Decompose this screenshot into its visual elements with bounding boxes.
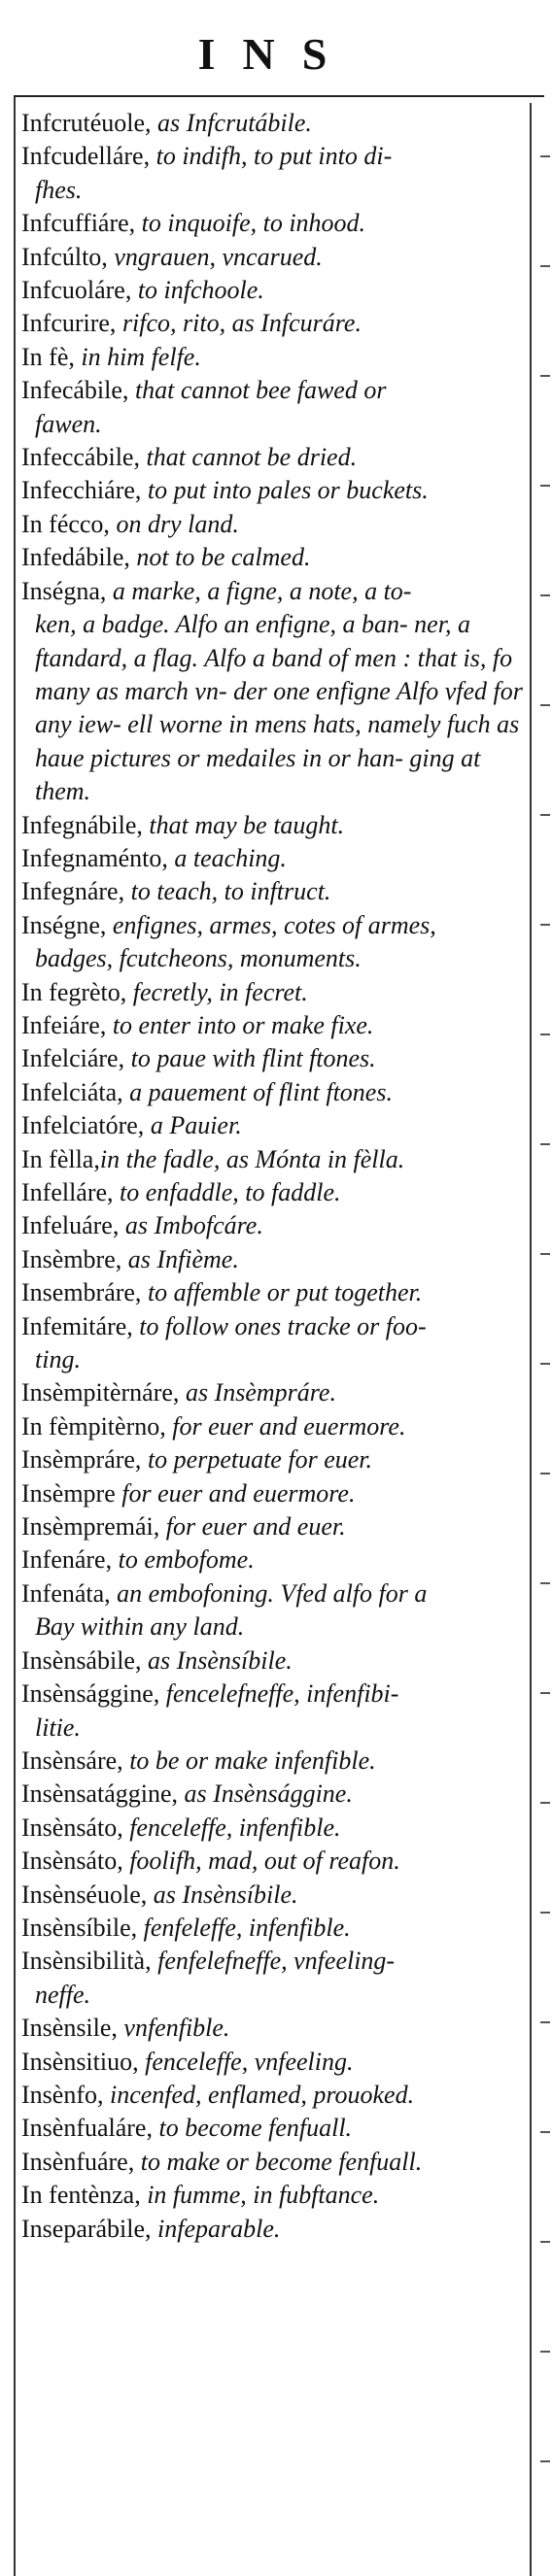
edge-tick: [540, 485, 550, 487]
entry-headword: Insènsáre,: [21, 1746, 123, 1775]
dictionary-entry: [21, 1209, 525, 1242]
dictionary-entry: [21, 1879, 525, 1912]
entry-definition: fencelefneffe, infenfibi-: [159, 1679, 399, 1709]
entry-definition: to indifh, to put into di-: [150, 142, 393, 171]
dictionary-entry: [21, 1009, 525, 1042]
entry-headword: Infenáta,: [21, 1578, 111, 1608]
entry-definition: vngrauen, vncarued.: [107, 242, 323, 271]
entry-headword: In fè,: [21, 342, 75, 371]
entry-definition: in him felfe.: [74, 342, 201, 371]
edge-tick: [540, 1253, 550, 1255]
entry-definition: that may be taught.: [142, 810, 345, 839]
dictionary-entry: [21, 1243, 525, 1276]
entry-definition-continued: Bay within any land.: [35, 1612, 245, 1642]
entry-headword: Insènsile,: [21, 2014, 118, 2043]
entry-definition: enfignes, armes, cotes of armes,: [106, 910, 436, 939]
entry-headword: In fentènza,: [21, 2181, 141, 2210]
entry-definition-continued: fawen.: [35, 409, 102, 438]
edge-tick: [540, 1034, 550, 1035]
entry-headword: Infeluáre,: [21, 1211, 120, 1240]
dictionary-entry: [21, 875, 525, 908]
column-rule-left: [14, 97, 16, 2576]
dictionary-entry: [21, 976, 525, 1009]
entry-definition: that cannot bee fawed or: [128, 376, 387, 405]
entry-definition: vnfenfible.: [117, 2014, 230, 2043]
entry-headword: Infcrutéuole,: [21, 109, 152, 137]
entry-headword: Infenáre,: [21, 1545, 113, 1575]
dictionary-entry: [21, 1376, 525, 1409]
entry-headword: Inségna,: [21, 576, 107, 605]
entry-headword: In fèlla,: [21, 1144, 100, 1173]
entry-headword: In fegrèto,: [21, 977, 127, 1006]
entry-definition: fenfelefneffe, vnfeeling-: [151, 1947, 396, 1976]
dictionary-entry: [21, 207, 525, 240]
edge-tick: [540, 1143, 550, 1145]
dictionary-entry: [21, 2146, 525, 2179]
entry-headword: Infcuffiáre,: [21, 209, 136, 238]
entry-headword: Insènsatággine,: [21, 1779, 179, 1809]
entry-headword: Insènsáto,: [21, 1847, 123, 1876]
edge-tick: [540, 594, 550, 596]
entry-headword: Insènfo,: [21, 2080, 104, 2109]
entry-definition: a Pauier.: [144, 1111, 242, 1140]
entry-definition: to enter into or make fixe.: [106, 1010, 374, 1039]
entry-definition: not to be calmed.: [129, 543, 311, 572]
entry-headword: Infecábile,: [21, 376, 129, 405]
entry-definition: to paue with flint ftones.: [124, 1044, 376, 1073]
entry-definition-continued: neffe.: [35, 1980, 91, 2009]
dictionary-entry: [21, 2213, 525, 2246]
entry-definition: to affemble or put together.: [141, 1278, 423, 1307]
dictionary-entry: [21, 1644, 525, 1678]
entry-definition: as Infcrutábile.: [151, 109, 312, 137]
dictionary-entry: [21, 1410, 525, 1443]
dictionary-entry: [21, 1812, 525, 1845]
entry-definition: to put into pales or buckets.: [141, 476, 429, 505]
entry-definition: a teaching.: [167, 843, 287, 872]
entry-headword: Infelciatóre,: [21, 1111, 145, 1140]
entry-definition: in fumme, in fubftance.: [140, 2181, 380, 2210]
entry-definition: fecretly, in fecret.: [126, 977, 308, 1006]
entry-headword: Insèmpre: [21, 1478, 116, 1508]
dictionary-entry: [21, 1310, 525, 1377]
edge-tick: [540, 704, 550, 706]
dictionary-entry: [21, 1678, 525, 1745]
dictionary-entry: [21, 1912, 525, 1945]
entry-headword: Infeiáre,: [21, 1010, 107, 1039]
dictionary-entry: [21, 909, 525, 976]
column-rule-right: [530, 103, 532, 2576]
entry-headword: Insènfualáre,: [21, 2114, 153, 2143]
running-head: INS: [197, 29, 355, 79]
entry-definition: to perpetuate for euer.: [141, 1445, 373, 1474]
dictionary-entry: [21, 809, 525, 842]
entry-headword: Insènfuáre,: [21, 2147, 135, 2176]
dictionary-entry: [21, 575, 525, 809]
entry-headword: Infelciáta,: [21, 1077, 123, 1106]
entry-definition-continued: fhes.: [35, 175, 83, 204]
dictionary-entry: [21, 241, 525, 274]
entry-definition: in the fadle, as Mónta in fèlla.: [99, 1144, 405, 1173]
entry-definition: as Insènsíbile.: [147, 1880, 298, 1909]
dictionary-entry: [21, 541, 525, 574]
dictionary-entry: [21, 1076, 525, 1109]
dictionary-entry: [21, 374, 525, 441]
entry-definition: to make or become fenfuall.: [134, 2147, 423, 2176]
dictionary-entry: [21, 2046, 525, 2079]
entry-definition: as Insènsággine.: [178, 1779, 353, 1809]
edge-tick: [540, 1582, 550, 1584]
dictionary-entry: [21, 441, 525, 474]
edge-tick: [540, 1802, 550, 1804]
dictionary-entry: [21, 1109, 525, 1142]
dictionary-entry: [21, 1276, 525, 1309]
dictionary-entry: [21, 140, 525, 207]
dictionary-entry: [21, 1845, 525, 1878]
dictionary-entry: [21, 107, 525, 140]
dictionary-entry: [21, 1577, 525, 1644]
entry-headword: Infegnábile,: [21, 810, 143, 839]
entry-definition: to be or make infenfible.: [122, 1746, 376, 1775]
entry-definition: infeparable.: [151, 2214, 281, 2243]
entry-definition: foolifh, mad, out of reafon.: [122, 1847, 400, 1876]
entry-definition: a pauement of flint ftones.: [122, 1077, 393, 1106]
dictionary-entry: [21, 474, 525, 507]
entry-headword: Insèmpitèrnáre,: [21, 1378, 180, 1407]
dictionary-entry: [21, 274, 525, 307]
entry-definition: as Infième.: [121, 1244, 239, 1273]
dictionary-entry: [21, 1945, 525, 2012]
entry-headword: Insènsábile,: [21, 1645, 142, 1675]
edge-tick: [540, 375, 550, 377]
dictionary-entry: [21, 2012, 525, 2045]
entry-definition: for euer and euer.: [159, 1512, 346, 1542]
entry-headword: Infelláre,: [21, 1178, 114, 1206]
entry-headword: Insèmpremái,: [21, 1512, 160, 1542]
edge-tick: [540, 924, 550, 926]
entry-headword: Insènsáto,: [21, 1813, 123, 1842]
entry-definition: to become fenfuall.: [152, 2114, 353, 2143]
entry-headword: Insènsibilità,: [21, 1947, 152, 1976]
dictionary-entry: [21, 1477, 525, 1510]
dictionary-entry: [21, 2179, 525, 2212]
dictionary-entry: [21, 1543, 525, 1576]
entry-definition: rifco, rito, as Infcuráre.: [116, 309, 362, 338]
dictionary-entry: [21, 1510, 525, 1543]
entry-definition: as Insènsíbile.: [141, 1645, 293, 1675]
dictionary-entry: [21, 1778, 525, 1811]
entry-definition-continued: litie.: [35, 1712, 81, 1742]
dictionary-entry: [21, 1042, 525, 1075]
entry-headword: Infeccábile,: [21, 443, 140, 472]
edge-tick: [540, 2131, 550, 2133]
dictionary-entry: [21, 1176, 525, 1209]
entry-definition: incenfed, enflamed, prouoked.: [103, 2080, 415, 2109]
header-rule: [14, 95, 544, 97]
entry-headword: Infecchiáre,: [21, 476, 142, 505]
entry-definition-continued: ting.: [35, 1345, 81, 1374]
entry-definition: for euer and euermore.: [115, 1478, 356, 1508]
entry-definition-continued: badges, fcutcheons, monuments.: [35, 944, 362, 973]
entry-definition-continued: ken, a badge. Alfo an enfigne, a ban- ner, a ftandard, a flag. Alfo a band of men : that is, fo many as march vn- der one enfigne Alfo vfed for any iew- ell worne in mens hats, namely fuch as haue pictures or medailes in or han- ging at them.: [35, 610, 523, 806]
edge-tick: [540, 1473, 550, 1474]
edge-tick: [540, 2351, 550, 2353]
entry-definition: that cannot be dried.: [139, 443, 358, 472]
dictionary-entry: [21, 1745, 525, 1778]
entry-headword: Infemitáre,: [21, 1311, 133, 1340]
entry-definition: an embofoning. Vfed alfo for a: [110, 1578, 428, 1608]
dictionary-entry: [21, 2079, 525, 2112]
entry-definition: to enfaddle, to faddle.: [113, 1178, 341, 1206]
edge-tick: [540, 1363, 550, 1365]
entry-definition: to infchoole.: [131, 276, 264, 305]
edge-tick: [540, 2241, 550, 2243]
entry-definition: to inquoife, to inhood.: [135, 209, 366, 238]
dictionary-entry: [21, 2112, 525, 2145]
entry-headword: Infegnaménto,: [21, 843, 168, 872]
entry-headword: Infelciáre,: [21, 1044, 125, 1073]
dictionary-entry: [21, 341, 525, 374]
entry-headword: Inseparábile,: [21, 2214, 152, 2243]
dictionary-entry: [21, 1143, 525, 1176]
entry-headword: Insènsíbile,: [21, 1913, 138, 1942]
entry-headword: Infcurire,: [21, 309, 117, 338]
entry-headword: In fécco,: [21, 509, 110, 538]
entry-definition: as Imbofcáre.: [119, 1211, 263, 1240]
entry-headword: Infegnáre,: [21, 877, 125, 906]
entry-headword: Infcuoláre,: [21, 276, 132, 305]
entry-headword: Insènséuole,: [21, 1880, 148, 1909]
entry-headword: Insènsitiuo,: [21, 2047, 139, 2076]
dictionary-entry: [21, 1443, 525, 1476]
entry-headword: Insènsággine,: [21, 1679, 160, 1709]
edge-tick: [540, 1692, 550, 1694]
entry-headword: Infcúlto,: [21, 242, 108, 271]
edge-tick: [540, 1912, 550, 1914]
dictionary-entry: [21, 508, 525, 541]
entry-headword: Insèmpráre,: [21, 1445, 142, 1474]
entry-definition: a marke, a figne, a note, a to-: [106, 576, 412, 605]
entry-headword: Infedábile,: [21, 543, 130, 572]
entry-headword: Insèmbre,: [21, 1244, 122, 1273]
edge-tick: [540, 2460, 550, 2462]
entry-definition: fenceleffe, vnfeeling.: [138, 2047, 354, 2076]
entry-headword: Insembráre,: [21, 1278, 142, 1307]
entry-definition: to follow ones tracke or foo-: [132, 1311, 427, 1340]
entry-definition: to teach, to inftruct.: [124, 877, 331, 906]
entry-definition: on dry land.: [109, 509, 239, 538]
dictionary-entries: [21, 107, 525, 2246]
entry-definition: as Insèmpráre.: [179, 1378, 336, 1407]
entry-headword: In fèmpitèrno,: [21, 1411, 166, 1441]
adjacent-column-edge: [540, 117, 552, 2574]
entry-definition: for euer and euermore.: [165, 1411, 406, 1441]
entry-definition: fenfeleffe, infenfible.: [137, 1913, 351, 1942]
edge-tick: [540, 265, 550, 267]
entry-headword: Inségne,: [21, 910, 107, 939]
edge-tick: [540, 2021, 550, 2023]
dictionary-entry: [21, 307, 525, 340]
entry-definition: to embofome.: [112, 1545, 255, 1575]
dictionary-entry: [21, 842, 525, 875]
edge-tick: [540, 155, 550, 157]
edge-tick: [540, 814, 550, 816]
entry-definition: fenceleffe, infenfible.: [122, 1813, 341, 1842]
entry-headword: Infcudelláre,: [21, 142, 151, 171]
